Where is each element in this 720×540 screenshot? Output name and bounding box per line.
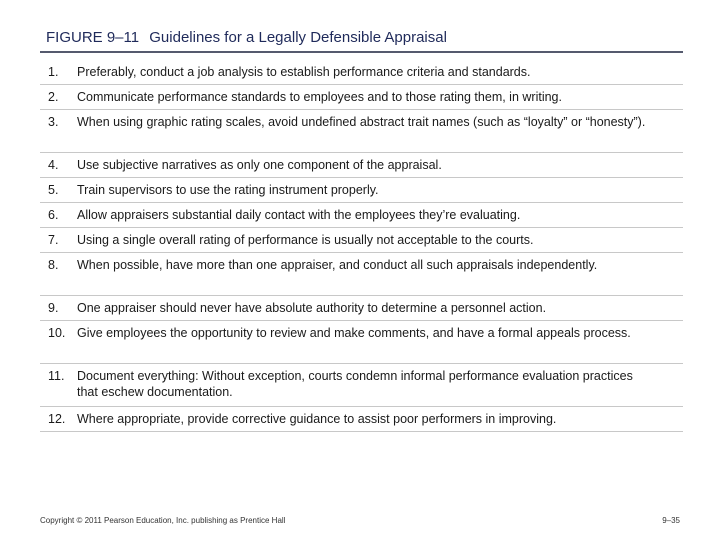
guideline-text: Where appropriate, provide corrective guidance to assist poor performers in improving. [77, 412, 557, 426]
guideline-number: 6. [48, 208, 59, 222]
guideline-item [40, 321, 683, 364]
figure-caption: Guidelines for a Legally Defensible Appraisal [149, 29, 447, 46]
guideline-item [40, 228, 683, 253]
guideline-item [40, 296, 683, 321]
guideline-text: Use subjective narratives as only one component of the appraisal. [77, 158, 442, 172]
figure-label: FIGURE 9–11 [46, 29, 140, 46]
guideline-number: 3. [48, 115, 59, 129]
guideline-text: Communicate performance standards to employees and to those rating them, in writing. [77, 90, 562, 104]
guideline-text: When using graphic rating scales, avoid undefined abstract trait names (such as “loyalty” or “honesty”). [77, 115, 646, 129]
guideline-text: Preferably, conduct a job analysis to establish performance criteria and standards. [77, 65, 531, 79]
guideline-item [40, 407, 683, 432]
guideline-number: 9. [48, 301, 59, 315]
guideline-item [40, 153, 683, 178]
guideline-text: Using a single overall rating of performance is usually not acceptable to the courts. [77, 233, 534, 247]
guideline-item [40, 253, 683, 296]
guideline-number: 10. [48, 326, 66, 340]
guideline-number: 5. [48, 183, 59, 197]
guideline-number: 4. [48, 158, 59, 172]
figure-title [46, 29, 447, 46]
title-divider [40, 51, 683, 53]
guideline-number: 11. [48, 369, 65, 383]
guideline-number: 1. [48, 65, 59, 79]
guideline-text: When possible, have more than one appraiser, and conduct all such appraisals independently. [77, 258, 598, 272]
copyright-notice: Copyright © 2011 Pearson Education, Inc. publishing as Prentice Hall [40, 516, 286, 525]
guideline-item [40, 364, 683, 407]
guideline-text: One appraiser should never have absolute authority to determine a personnel action. [77, 301, 547, 315]
guideline-item [40, 110, 683, 153]
guideline-item [40, 178, 683, 203]
guideline-text: Document everything: Without exception, courts condemn informal performance evaluation practices that eschew documentation. [77, 369, 633, 399]
guideline-item [40, 85, 683, 110]
guideline-number: 12. [48, 412, 66, 426]
guideline-number: 8. [48, 258, 59, 272]
guideline-item [40, 203, 683, 228]
guideline-text: Train supervisors to use the rating instrument properly. [77, 183, 379, 197]
guideline-text: Allow appraisers substantial daily contact with the employees they’re evaluating. [77, 208, 521, 222]
slide-page-number: 9–35 [662, 516, 680, 525]
guideline-text: Give employees the opportunity to review and make comments, and have a formal appeals process. [77, 326, 631, 340]
guideline-item [40, 60, 683, 85]
guidelines-list [40, 60, 683, 432]
guideline-number: 2. [48, 90, 59, 104]
guideline-number: 7. [48, 233, 59, 247]
